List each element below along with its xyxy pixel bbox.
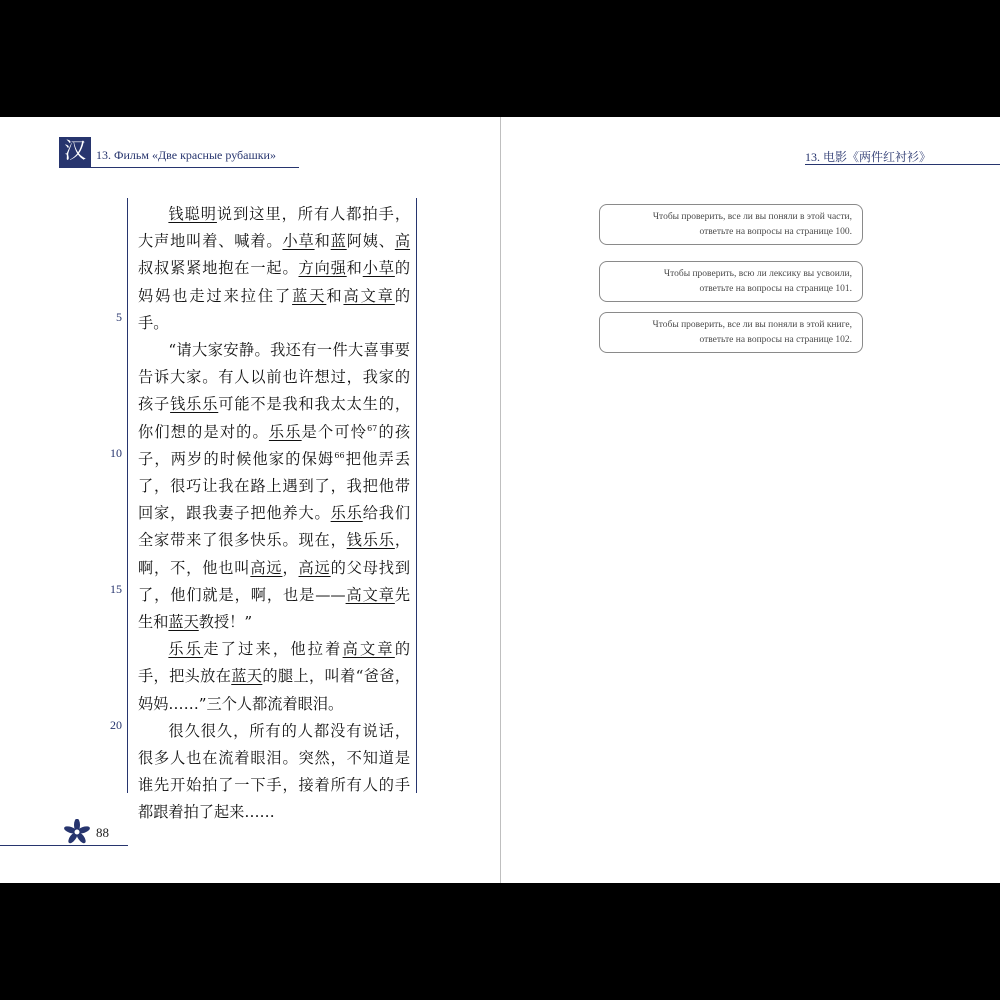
line-number: 20 (110, 718, 122, 732)
flower-icon (64, 819, 90, 845)
line-number: 10 (110, 446, 122, 460)
note-line: Чтобы проверить, все ли вы поняли в этой части, (652, 212, 852, 222)
note-line: ответьте на вопросы на странице 101. (699, 284, 852, 294)
note-line: Чтобы проверить, все ли вы поняли в этой книге, (652, 320, 852, 330)
right-running-head: 13. 电影《两件红衬衫》 (805, 150, 932, 164)
book-spread (0, 117, 1000, 883)
note-line: ответьте на вопросы на странице 102. (699, 335, 852, 345)
page-gutter (500, 117, 501, 883)
left-running-head: 13. Фильм «Две красные рубашки» (96, 148, 276, 162)
line-number: 5 (116, 310, 122, 324)
text-frame-left-rule (127, 198, 128, 793)
book-comprehension-note (599, 312, 863, 353)
note-line: ответьте на вопросы на странице 100. (699, 227, 852, 237)
text-frame-right-rule (416, 198, 417, 793)
comprehension-note (599, 204, 863, 245)
chapter-logo-icon: 汉 (59, 137, 91, 167)
vocabulary-note (599, 261, 863, 302)
footer-rule (0, 845, 128, 846)
note-line: Чтобы проверить, всю ли лексику вы усвоили, (663, 269, 852, 279)
line-number: 15 (110, 582, 122, 596)
paragraph-2: “请大家安静。我还有一件大喜事要告诉大家。有人以前也许想过，我家的孩子钱乐乐可能不是我和我太太生的，你们想的是对的。乐乐是个可怜$^{67}$的孩子，两岁的时候他家的保姆$^{66}$把他弄丢了，很巧让我在路上遇到了，我把他带回家，跟我妻子把他养大。乐乐给我们全家带来了很多快乐。现在，钱乐乐，啊，不，他也叫高远，高远的父母找到了，他们就是，啊，也是——高文章先生和蓝天教授！” (138, 341, 411, 632)
story-text (138, 201, 410, 827)
paragraph-4: 很久很久，所有的人都没有说话，很多人也在流着眼泪。突然，不知道是谁先开始拍了一下手，接着所有人的手都跟着拍了起来…… (138, 721, 410, 822)
page-number: 88 (96, 825, 109, 840)
paragraph-1: 钱聪明说到这里，所有人都拍手，大声地叫着、喊着。小草和蓝阿姨、高叔叔紧紧地抱在一起。方向强和小草的妈妈也走过来拉住了蓝天和高文章的手。 (138, 205, 411, 332)
left-header-rule (59, 167, 299, 168)
paragraph-3: 乐乐走了过来，他拉着高文章的手，把头放在蓝天的腿上，叫着“爸爸，妈妈……”三个人都流着眼泪。 (138, 640, 411, 713)
right-header-rule (805, 164, 1000, 165)
